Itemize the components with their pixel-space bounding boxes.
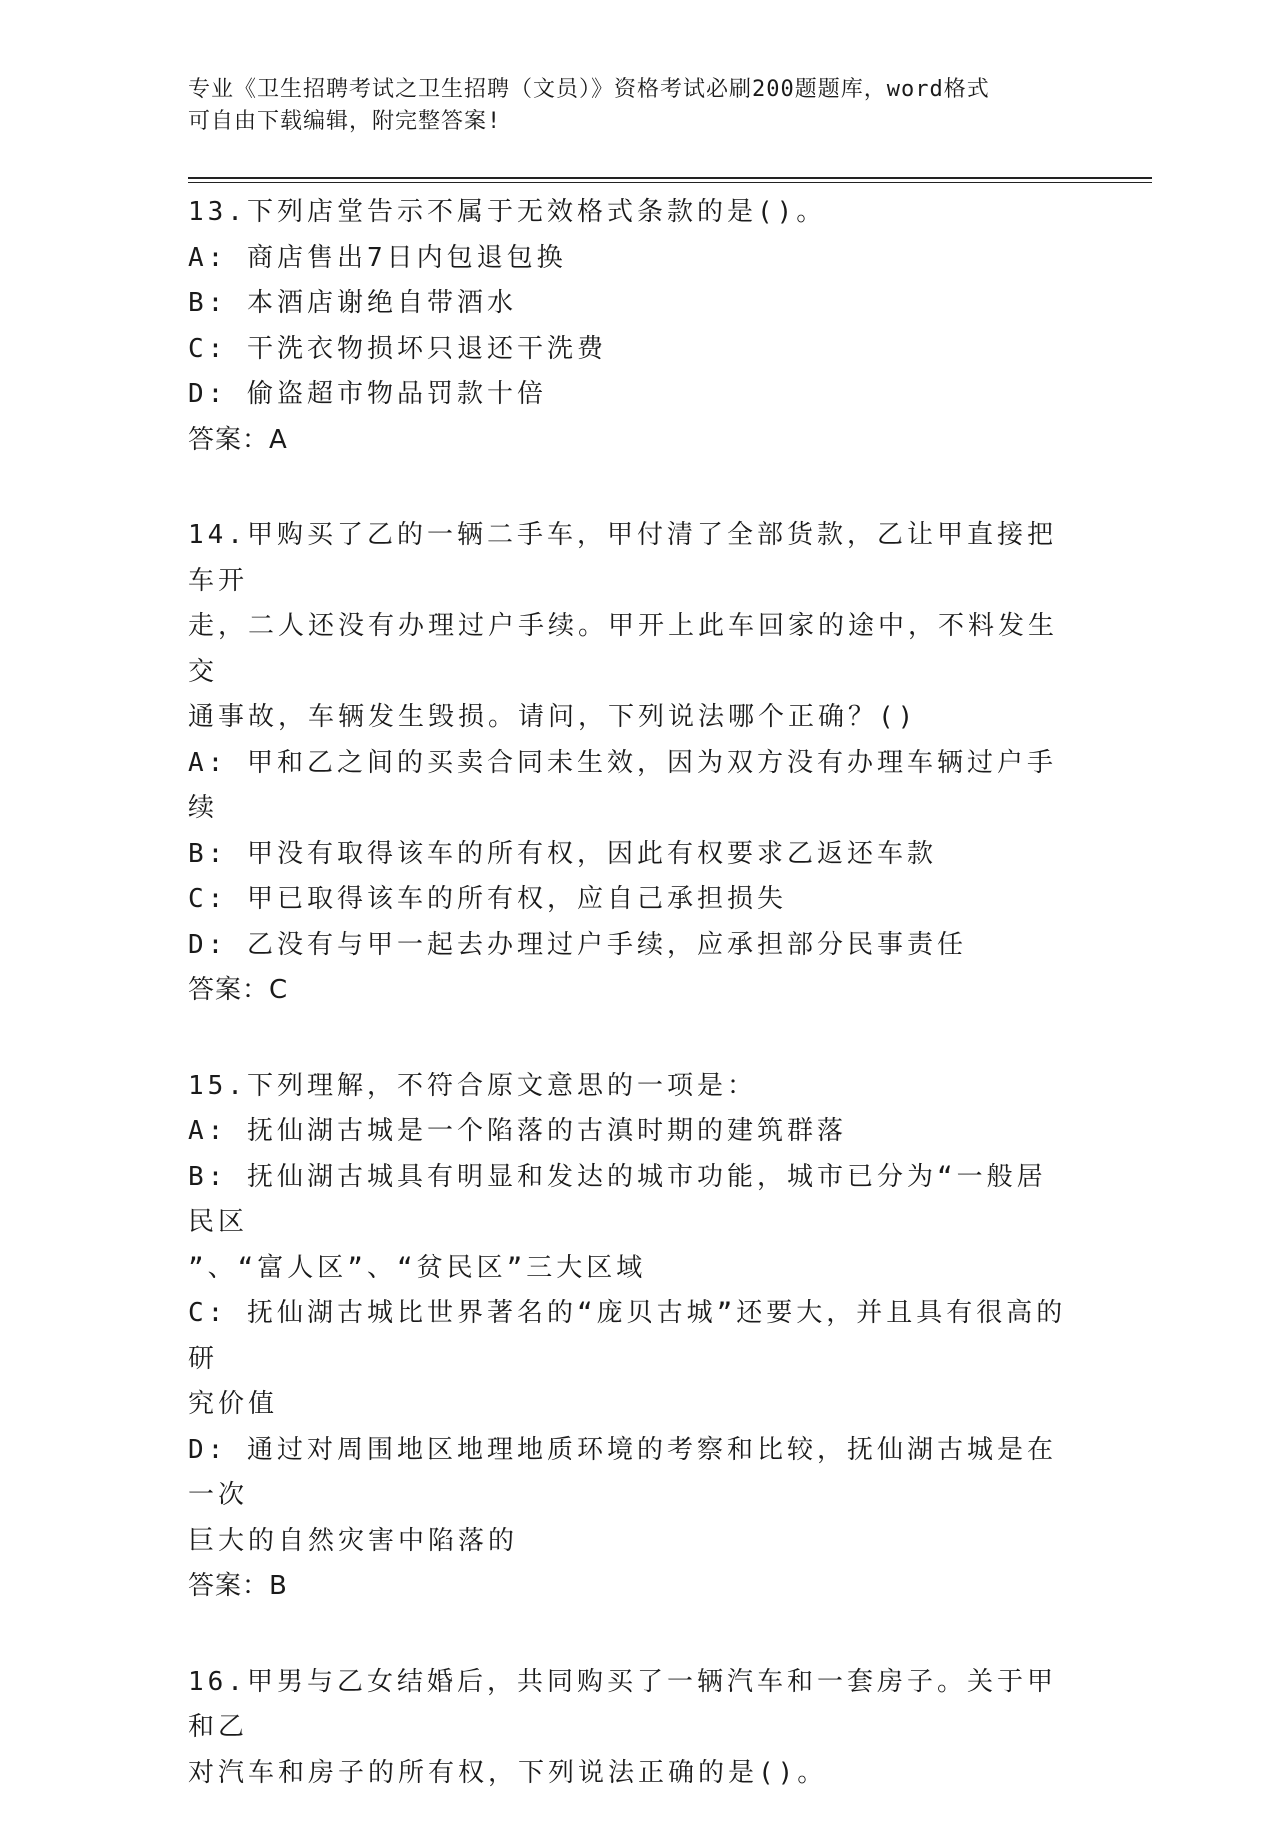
question-stem: 通事故，车辆发生毁损。请问，下列说法哪个正确？() [188, 702, 918, 732]
option-a: A: 抚仙湖古城是一个陷落的古滇时期的建筑群落 [188, 1116, 847, 1146]
document-header [188, 74, 1068, 138]
option-b: B: 甲没有取得该车的所有权，因此有权要求乙返还车款 [188, 838, 937, 869]
question-stem: 走，二人还没有办理过户手续。甲开上此车回家的途中，不料发生交 [188, 611, 1059, 687]
question-stem: 16.甲男与乙女结婚后，共同购买了一辆汽车和一套房子。关于甲和乙 [188, 1666, 1057, 1742]
answer: 答案：C [188, 975, 289, 1005]
option-b: B: 本酒店谢绝自带酒水 [188, 288, 517, 318]
option-a: A: 商店售出7日内包退包换 [188, 242, 567, 273]
option-b-continued: ”、“富人区”、“贫民区”三大区域 [188, 1252, 647, 1283]
question-stem: 对汽车和房子的所有权，下列说法正确的是()。 [188, 1757, 828, 1788]
option-d-continued: 巨大的自然灾害中陷落的 [188, 1525, 519, 1556]
question-stem: 14.甲购买了乙的一辆二手车，甲付清了全部货款，乙让甲直接把车开 [188, 520, 1057, 596]
option-c-continued: 究价值 [188, 1389, 279, 1419]
header-divider-thick [188, 177, 1152, 179]
option-d: D: 乙没有与甲一起去办理过户手续，应承担部分民事责任 [188, 929, 967, 960]
option-c: C: 甲已取得该车的所有权，应自己承担损失 [188, 884, 787, 914]
answer: 答案：B [188, 1571, 288, 1601]
option-c: C: 干洗衣物损坏只退还干洗费 [188, 333, 607, 364]
header-line-1: 专业《卫生招聘考试之卫生招聘（文员）》资格考试必刷200题题库，word格式 [188, 77, 990, 102]
header-divider-thin [188, 182, 1152, 183]
question-15 [188, 1064, 1068, 1610]
option-b: B: 抚仙湖古城具有明显和发达的城市功能，城市已分为“一般居民区 [188, 1161, 1047, 1237]
question-stem: 13.下列店堂告示不属于无效格式条款的是()。 [188, 197, 827, 227]
question-13 [188, 190, 1068, 463]
option-d: D: 偷盗超市物品罚款十倍 [188, 379, 547, 409]
header-line-2: 可自由下载编辑，附完整答案! [188, 109, 502, 134]
option-c: C: 抚仙湖古城比世界著名的“庞贝古城”还要大，并且具有很高的研 [188, 1298, 1067, 1374]
answer: 答案：A [188, 424, 288, 455]
option-a: A: 甲和乙之间的买卖合同未生效，因为双方没有办理车辆过户手续 [188, 747, 1057, 823]
option-d: D: 通过对周围地区地理地质环境的考察和比较，抚仙湖古城是在一次 [188, 1434, 1057, 1510]
question-14 [188, 513, 1068, 1014]
question-16 [188, 1660, 1068, 1797]
question-stem: 15.下列理解，不符合原文意思的一项是： [188, 1070, 757, 1101]
question-list [188, 190, 1068, 1846]
